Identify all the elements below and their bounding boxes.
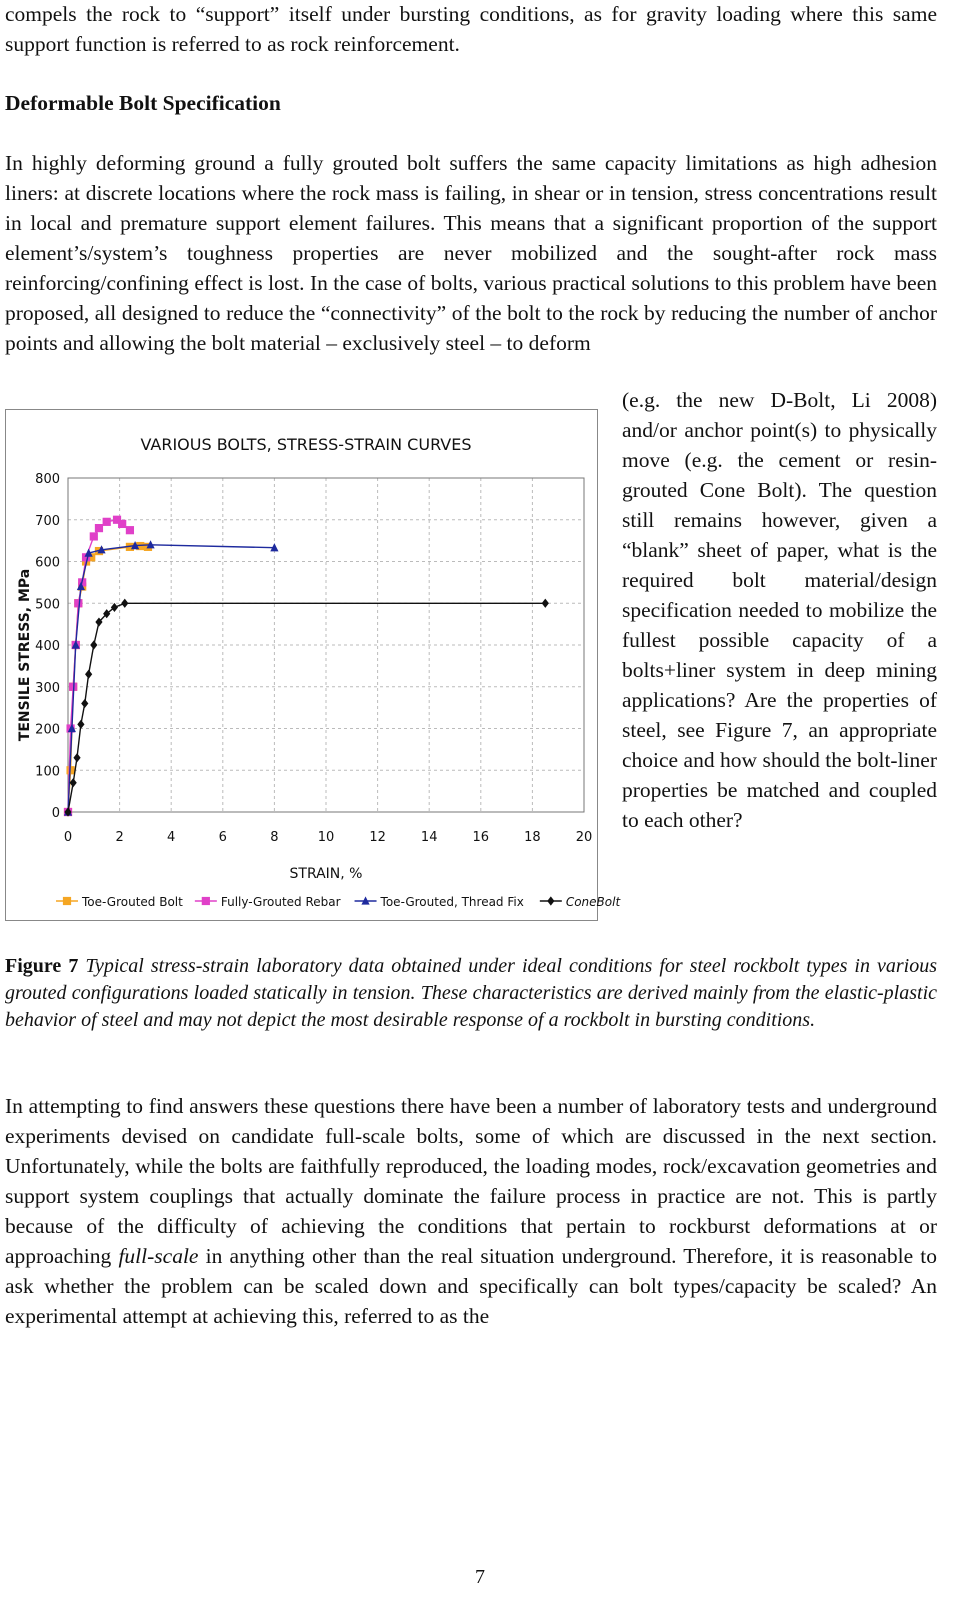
x-tick-label: 14 [420, 830, 438, 845]
series-conebolt [64, 599, 549, 817]
y-tick-label: 100 [35, 764, 60, 780]
y-tick-label: 400 [35, 639, 60, 654]
data-point [121, 599, 128, 608]
data-point [126, 527, 133, 534]
y-tick-label: 200 [35, 722, 60, 738]
paragraph-experiments [5, 1091, 937, 1331]
y-tick-label: 300 [35, 680, 60, 696]
legend-item [195, 895, 341, 909]
data-point [90, 640, 97, 649]
x-tick-label: 12 [369, 830, 386, 845]
x-tick-label: 6 [218, 830, 227, 845]
series-line [68, 603, 545, 812]
chart-x-axis-label: STRAIN, % [289, 866, 363, 882]
y-tick-label: 600 [35, 555, 60, 571]
x-tick-label: 10 [317, 830, 335, 845]
x-tick-label: 18 [524, 830, 541, 845]
paragraph-experiments-italic: full-scale [118, 1244, 199, 1268]
data-point [81, 699, 88, 708]
x-tick-label: 4 [167, 830, 176, 845]
y-tick-label: 500 [35, 597, 60, 613]
figure-caption [5, 953, 937, 1034]
stress-strain-chart [5, 409, 621, 921]
chart-y-axis-label: TENSILE STRESS, MPa [17, 568, 33, 742]
y-tick-label: 0 [51, 806, 60, 821]
section-heading: Deformable Bolt Specification [5, 91, 281, 115]
x-tick-label: 8 [270, 830, 279, 845]
data-point [75, 600, 82, 607]
chart-legend [56, 895, 621, 909]
x-tick-label: 16 [472, 830, 490, 845]
paragraph-wrapped-column: (e.g. the new D-Bolt, Li 2008) and/or anchor point(s) to physically move (e.g. the cement or resin-grouted Cone Bolt). The question still remains however, given a “blank” sheet of paper, what is the required bolt material/design specification needed to mobilize the fullest possible capacity of a bolts+liner system in deep mining applications? Are the properties of steel, see Figure 7, an appropriate choice and how should the bolt-liner properties be matched and coupled to each other? [622, 388, 937, 832]
paragraph-experiments-part1: In attempting to find answers these questions there have been a number of laboratory tests and underground experiments devised on candidate full-scale bolts, some of which are discussed in the next section. Unfortunately, while the bolts are faithfully reproduced, the loading modes, rock/excavation geometries and support system couplings that actually dominate the failure process in practice are not. This is partly because of the difficulty of achieving the conditions that pertain to rockburst deformations at or approaching [5, 1094, 937, 1268]
legend-item [355, 895, 524, 909]
page-number: 7 [475, 1566, 485, 1588]
x-tick-label: 2 [115, 830, 124, 845]
legend-label: Toe-Grouted Bolt [82, 895, 183, 909]
data-point [85, 670, 92, 679]
x-tick-label: 20 [575, 830, 593, 845]
figure-caption-label: Figure 7 [5, 955, 79, 977]
legend-swatch-marker [63, 897, 70, 904]
y-tick-label: 800 [35, 472, 60, 487]
paragraph-deformable-bolt: In highly deforming ground a fully grouted bolt suffers the same capacity limitations as high adhesion liners: at discrete locations where the rock mass is failing, in shear or in tension, stress concentrations result in local and premature support element failures. This means that a significant proportion of the support element’s/system’s toughness properties are never mobilized and the sought-after rock mass reinforcing/confining effect is lost. In the case of bolts, various practical solutions to this problem have been proposed, all designed to reduce the “connectivity” of the bolt to the rock by reducing the number of anchor points and allowing the bolt material – exclusively steel – to deform [5, 151, 937, 355]
data-point [103, 518, 110, 525]
legend-label: ConeBolt [565, 895, 621, 909]
data-point [119, 520, 126, 527]
data-point [95, 525, 102, 532]
figure-caption-text: Typical stress-strain laboratory data obtained under ideal conditions for steel rockbolt types in various grouted configurations loaded statically in tension. These characteristics are derived mainly from the elastic-plastic behavior of steel and may not depict the most desirable response of a rockbolt in bursting conditions. [5, 955, 938, 1031]
legend-label: Fully-Grouted Rebar [220, 895, 341, 909]
chart-grid [68, 478, 584, 812]
legend-item [56, 895, 183, 909]
y-tick-label: 700 [35, 513, 60, 529]
legend-item [540, 895, 622, 909]
x-tick-label: 0 [63, 830, 73, 845]
chart-title: VARIOUS BOLTS, STRESS-STRAIN CURVES [140, 435, 472, 454]
data-point [77, 720, 84, 729]
series-line [68, 520, 130, 812]
data-point [111, 603, 118, 612]
series-toe-grouted-bolt [64, 542, 151, 815]
data-point [73, 753, 80, 762]
data-point [90, 533, 97, 540]
intro-paragraph: compels the rock to “support” itself under bursting conditions, as for gravity loading where this same support function is referred to as rock reinforcement. [5, 2, 937, 56]
data-point [542, 599, 549, 608]
paragraph-experiments-part2: in anything other than the real situation underground. Therefore, it is reasonable to ask whether the problem can be scaled down and specifically can bolt types/capacity be scaled? An experimental attempt at achieving this, referred to as the [5, 1244, 938, 1328]
legend-swatch-marker [202, 897, 209, 904]
legend-swatch-marker [547, 896, 554, 905]
chart-canvas [6, 410, 621, 920]
legend-label: Toe-Grouted, Thread Fix [380, 895, 524, 909]
